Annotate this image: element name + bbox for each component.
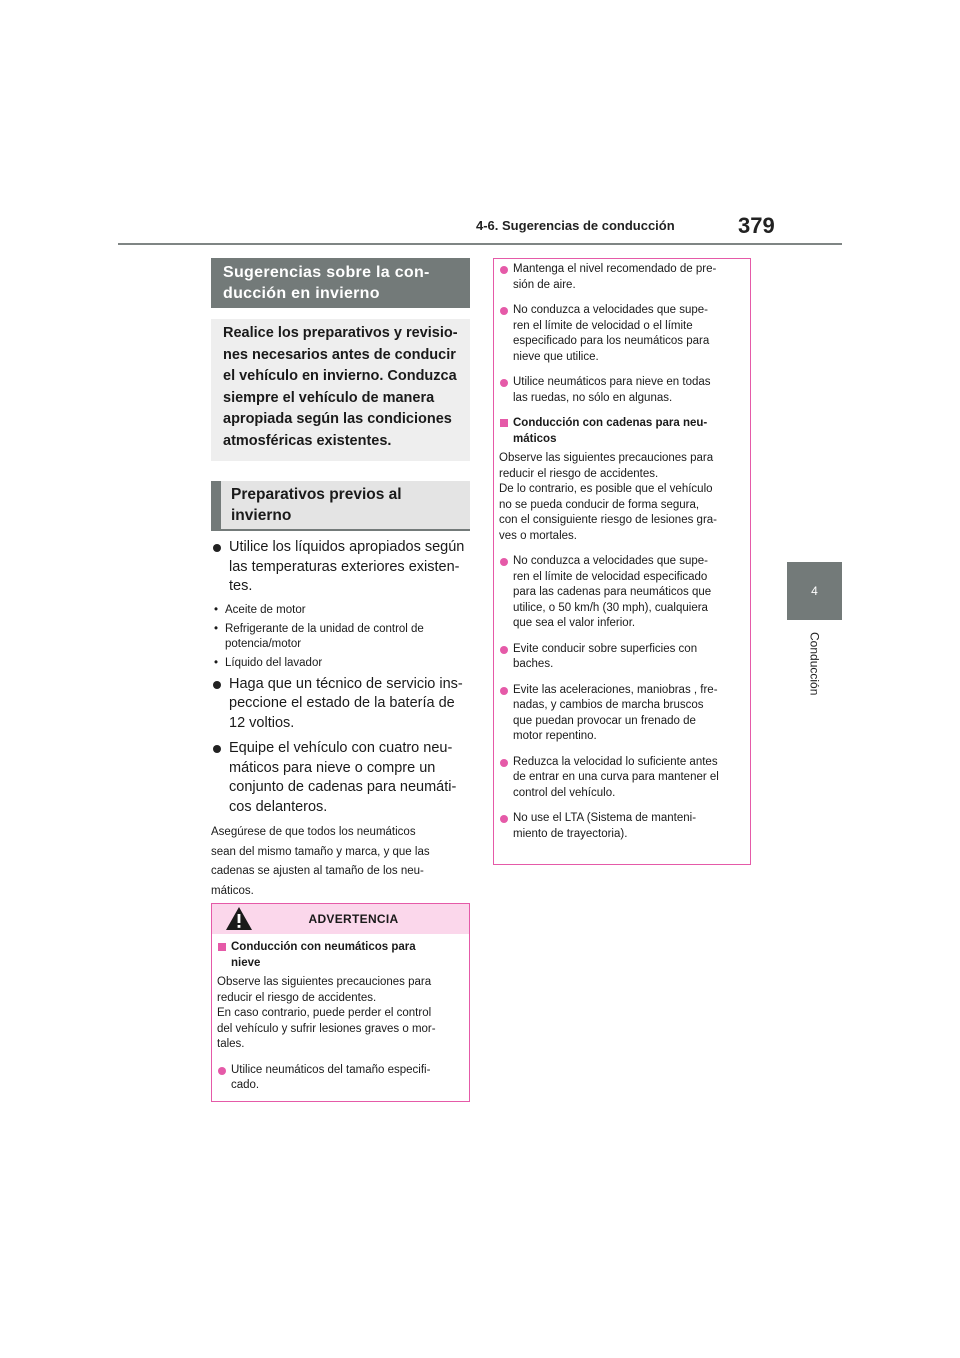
item-line: baches.	[513, 658, 554, 670]
item-line: las temperaturas exteriores existen-	[229, 558, 460, 575]
warning-text	[499, 451, 743, 544]
section-heading-preparations	[211, 481, 470, 531]
item-line: que sea el valor inferior.	[513, 617, 636, 629]
item-line: No conduzca a velocidades que supe-	[513, 555, 708, 567]
item-line: Evite conducir sobre superficies con	[513, 642, 698, 655]
item-line: de entrar en una curva para mantener el	[513, 771, 719, 783]
page-number: 379	[738, 213, 775, 238]
item-line: cos delanteros.	[229, 798, 328, 815]
text-line: En caso contrario, puede perder el control	[217, 1007, 432, 1019]
preparations-list	[211, 538, 473, 901]
list-item	[211, 739, 473, 817]
warning-body	[212, 934, 469, 1094]
item-line: ren el límite de velocidad especificado	[513, 570, 708, 583]
heading-line: ducción en invierno	[223, 285, 380, 302]
item-line: ren el límite de velocidad o el límite	[513, 319, 693, 332]
warning-item	[499, 683, 743, 745]
text-line: reducir el riesgo de accidentes.	[499, 467, 659, 480]
warning-subheading	[499, 416, 743, 447]
item-line: control del vehículo.	[513, 786, 616, 799]
text-line: reducir el riesgo de accidentes.	[217, 991, 377, 1004]
item-line: peccione el estado de la batería de	[229, 695, 455, 711]
list-item	[211, 675, 473, 734]
text-line: del vehículo y sufrir lesiones graves o mor-	[217, 1022, 436, 1035]
item-line: Utilice neumáticos del tamaño especifi-	[231, 1063, 431, 1076]
item-line: No use el LTA (Sistema de manteni-	[513, 812, 697, 824]
section-title: 4-6. Sugerencias de conducción	[476, 218, 675, 233]
subheading-line: Conducción con cadenas para neu-	[513, 417, 708, 429]
warning-item	[217, 1063, 464, 1094]
text-line: tales.	[217, 1038, 245, 1050]
item-line: para las cadenas para neumáticos que	[513, 586, 712, 598]
note-line: Asegúrese de que todos los neumáticos	[211, 826, 416, 838]
intro-line: Realice los preparativos y revisio-	[223, 325, 458, 341]
sublist-item: • Líquido del lavador	[211, 656, 473, 671]
intro-line: nes necesarios antes de conducir	[223, 346, 456, 363]
heading-line: Sugerencias sobre la con-	[223, 264, 430, 281]
item-line: nieve que utilice.	[513, 350, 599, 363]
item-line: Haga que un técnico de servicio ins-	[229, 675, 463, 692]
text-line: ves o mortales.	[499, 529, 577, 542]
item-line: utilice, o 50 km/h (30 mph), cualquiera	[513, 601, 708, 614]
heading-line: invierno	[231, 507, 292, 524]
item-line: No conduzca a velocidades que supe-	[513, 304, 708, 316]
intro-line: siempre el vehículo de manera	[223, 389, 435, 406]
item-line: Utilice los líquidos apropiados según	[229, 539, 465, 555]
warning-continuation-box	[493, 258, 751, 865]
warning-subheading	[217, 940, 464, 971]
warning-title: ADVERTENCIA	[308, 912, 399, 926]
warning-item	[499, 811, 743, 842]
subheading-line: máticos	[513, 432, 557, 445]
note-line: cadenas se ajusten al tamaño de los neu-	[211, 865, 424, 877]
item-line: conjunto de cadenas para neumáti-	[229, 779, 457, 795]
sublist-item: • Aceite de motor	[211, 603, 473, 618]
subheading-line: Conducción con neumáticos para	[231, 941, 416, 953]
text-line: no se pueda conducir de forma segura,	[499, 498, 700, 511]
note-line: máticos.	[211, 884, 254, 897]
warning-triangle-icon	[225, 906, 253, 931]
warning-item	[499, 554, 743, 632]
item-line: Evite las aceleraciones, maniobras , fre-	[513, 683, 718, 696]
heading-line: Preparativos previos al	[231, 486, 402, 503]
text-line: Observe las siguientes precauciones para	[499, 452, 714, 464]
warning-header	[212, 904, 469, 934]
item-line: Reduzca la velocidad lo suficiente antes	[513, 755, 718, 768]
list-item	[211, 538, 473, 597]
warning-text	[217, 975, 464, 1053]
warning-item	[499, 375, 743, 406]
item-line: sión de aire.	[513, 278, 576, 291]
item-line: Equipe el vehículo con cuatro neu-	[229, 740, 453, 756]
intro-line: apropiada según las condiciones	[223, 411, 452, 428]
note-line: sean del mismo tamaño y marca, y que las	[211, 845, 430, 858]
header-divider	[118, 243, 842, 245]
intro-text	[211, 319, 470, 461]
item-line: tes.	[229, 578, 253, 594]
item-line: máticos para nieve o compre un	[229, 759, 436, 776]
chapter-label: Conducción	[807, 632, 822, 696]
chapter-tab[interactable]: 4	[787, 562, 842, 620]
intro-line: atmosféricas existentes.	[223, 432, 392, 449]
warning-item	[499, 642, 743, 673]
fluid-sublist	[211, 603, 473, 671]
intro-line: el vehículo en invierno. Conduzca	[223, 368, 457, 385]
text-line: De lo contrario, es posible que el vehículo	[499, 483, 713, 495]
text-line: Observe las siguientes precauciones para	[217, 976, 432, 988]
sublist-item: • Refrigerante de la unidad de control de potencia/motor	[211, 622, 473, 652]
subheading-line: nieve	[231, 956, 261, 969]
item-line: que puedan provocar un frenado de	[513, 714, 696, 727]
item-line: Mantenga el nivel recomendado de pre-	[513, 263, 717, 275]
item-line: miento de trayectoria).	[513, 827, 628, 840]
warning-item	[499, 755, 743, 802]
warning-box	[211, 903, 470, 1102]
item-line: nadas, y cambios de marcha bruscos	[513, 699, 704, 711]
tire-note	[211, 823, 473, 901]
section-heading-winter	[211, 258, 470, 308]
text-line: con el consiguiente riesgo de lesiones gra-	[499, 514, 717, 526]
warning-item	[499, 262, 743, 293]
item-line: 12 voltios.	[229, 714, 295, 731]
item-line: cado.	[231, 1079, 260, 1091]
item-line: especificado para los neumáticos para	[513, 335, 710, 347]
item-line: motor repentino.	[513, 730, 597, 742]
item-line: Utilice neumáticos para nieve en todas	[513, 376, 711, 388]
warning-item	[499, 303, 743, 365]
item-line: las ruedas, no sólo en algunas.	[513, 391, 673, 404]
